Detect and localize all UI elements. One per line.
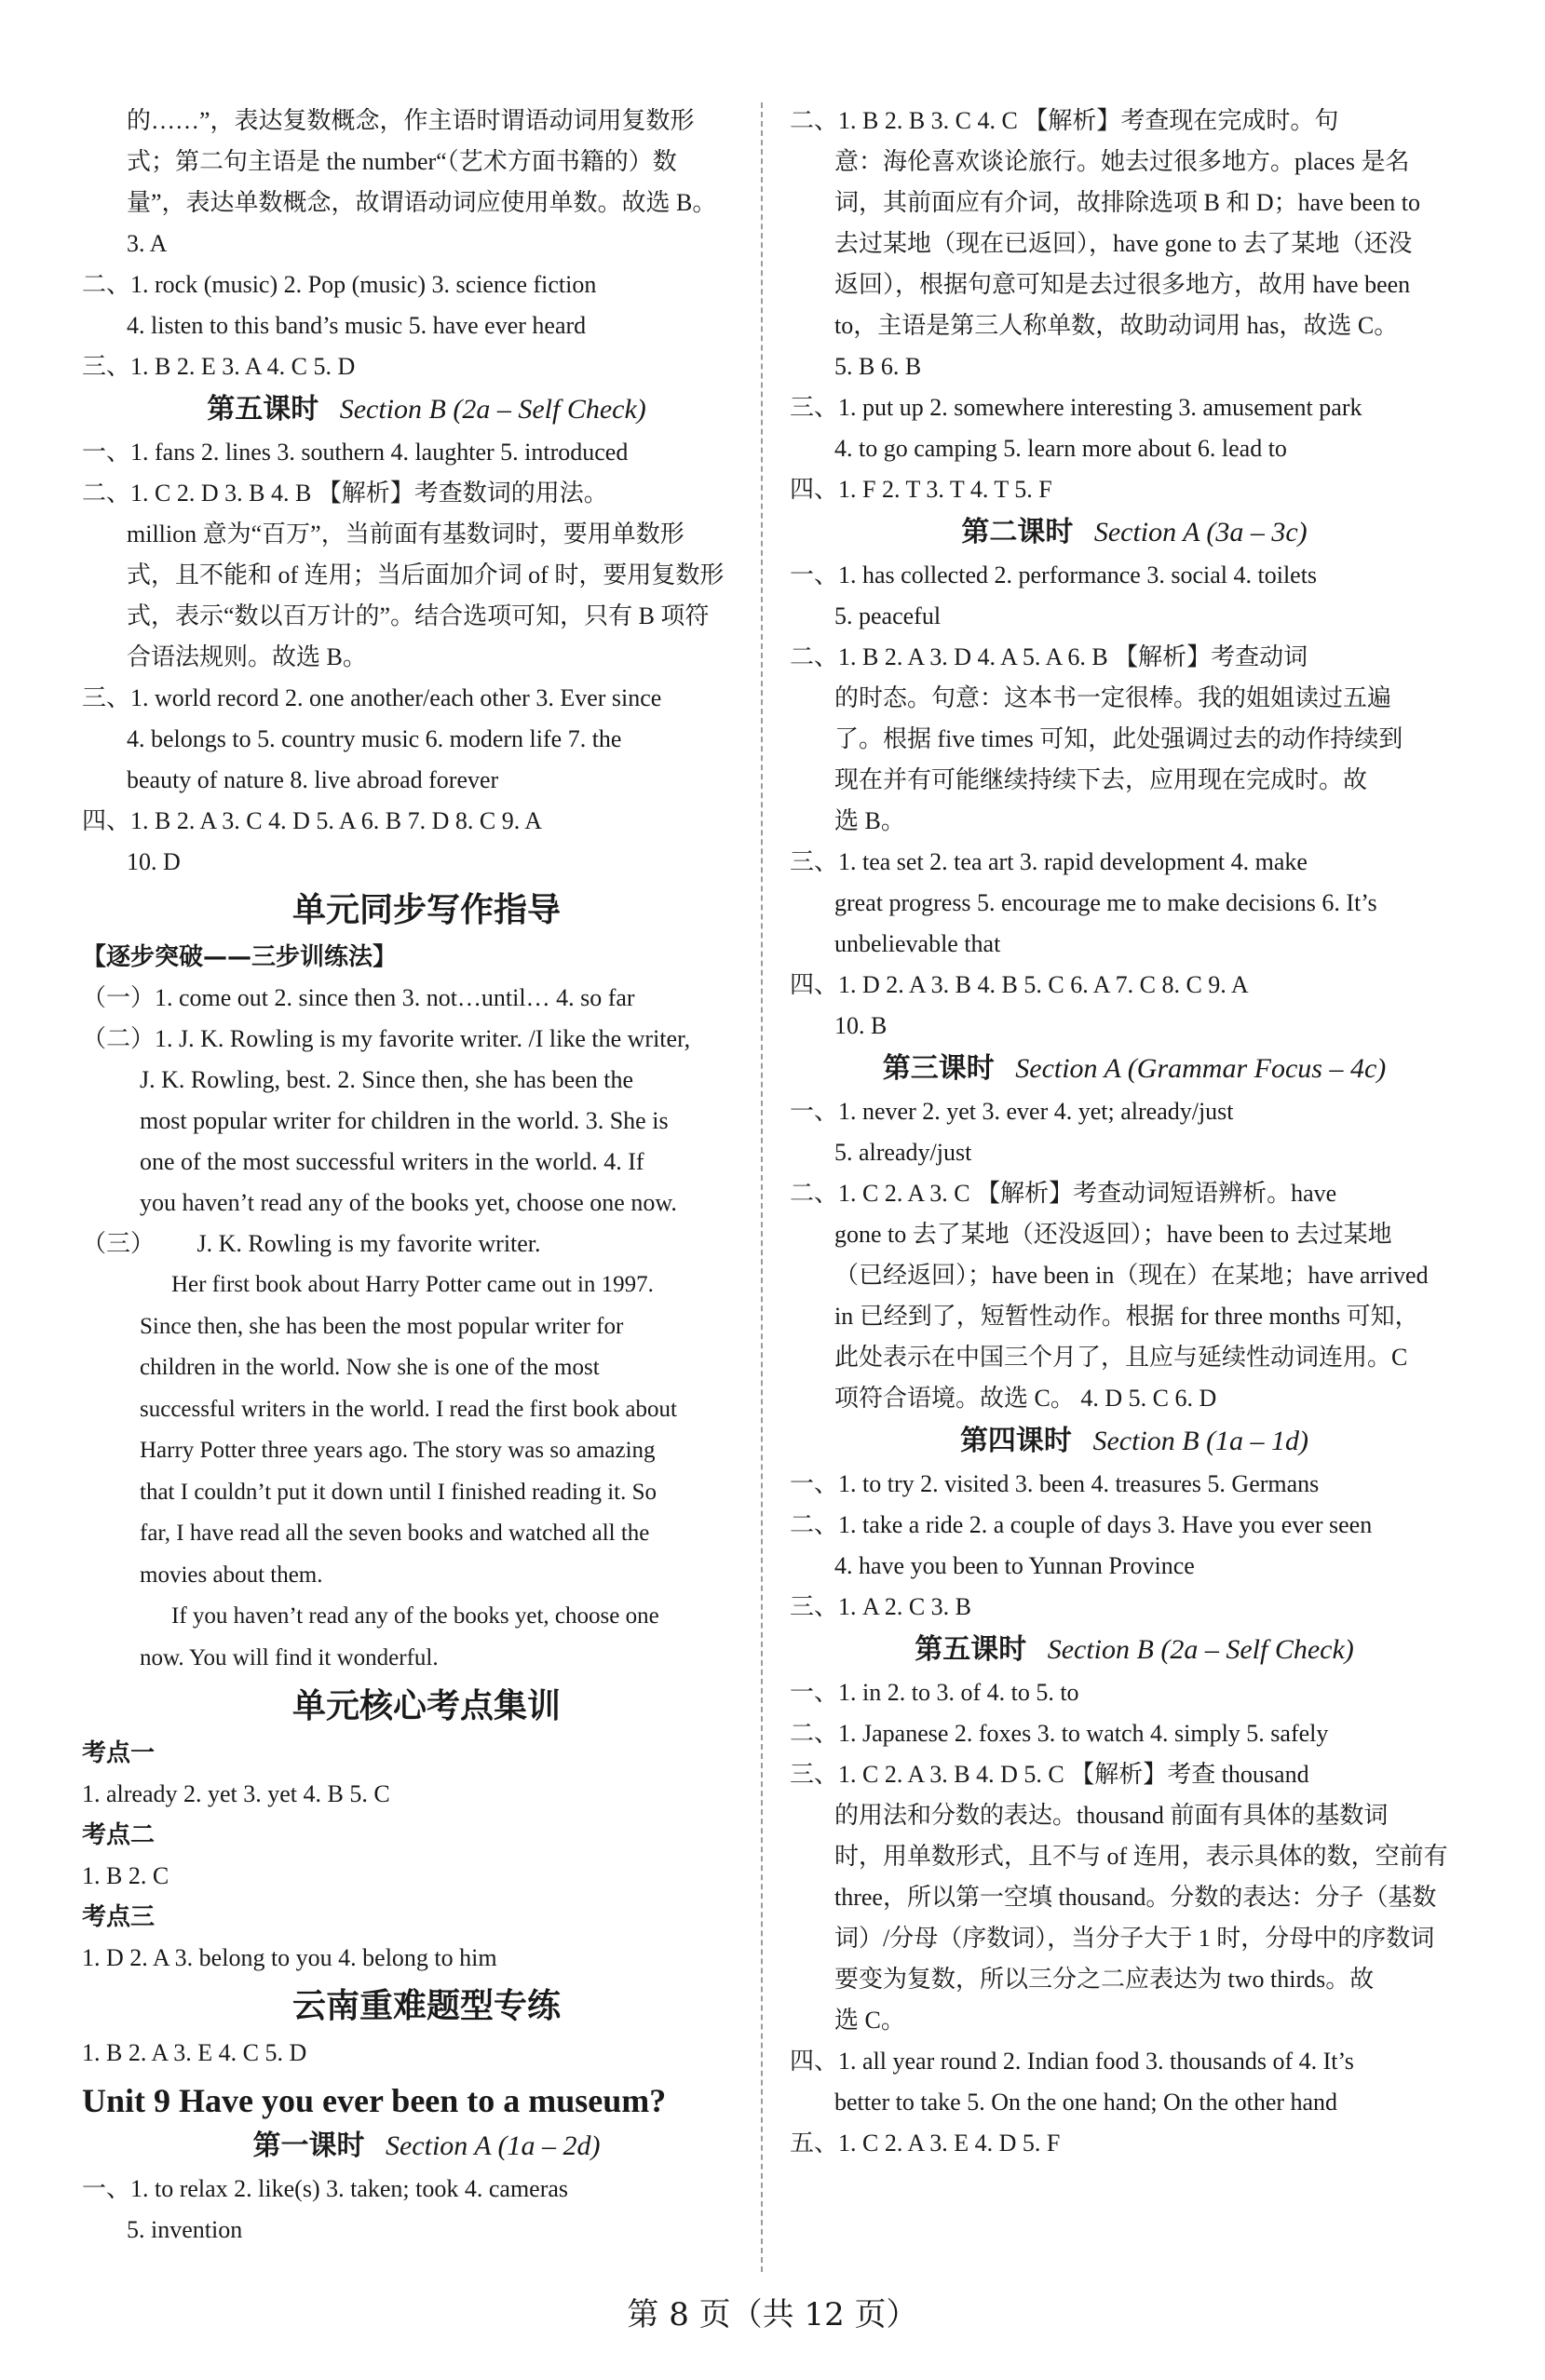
answer-line: 3. A bbox=[127, 230, 168, 257]
answer-line: 的时态。句意：这本书一定很棒。我的姐姐读过五遍 bbox=[834, 684, 1392, 711]
answer-line: 二、1. Japanese 2. foxes 3. to watch 4. simply 5. safely bbox=[790, 1720, 1329, 1747]
lesson-section: Section B (2a – Self Check) bbox=[1047, 1634, 1354, 1665]
answer-line: beauty of nature 8. live abroad forever bbox=[127, 766, 499, 793]
answer-line: 时，用单数形式，且不与 of 连用，表示具体的数，空前有 bbox=[834, 1843, 1448, 1870]
answer-line: 的用法和分数的表达。thousand 前面有具体的基数词 bbox=[834, 1802, 1389, 1829]
answer-line: 二、1. rock (music) 2. Pop (music) 3. science fiction bbox=[82, 271, 597, 298]
essay-line: far, I have read all the seven books and watched all the bbox=[140, 1521, 650, 1546]
answer-line: 1. B 2. C bbox=[82, 1862, 169, 1889]
essay-line: Harry Potter three years ago. The story was so amazing bbox=[140, 1438, 656, 1463]
section-heading: 单元同步写作指导 bbox=[291, 891, 561, 929]
answer-line: 四、1. F 2. T 3. T 4. T 5. F bbox=[790, 476, 1052, 503]
answer-line: 要变为复数，所以三分之二应表达为 two thirds。故 bbox=[834, 1966, 1375, 1993]
answer-line: 三、1. put up 2. somewhere interesting 3. amusement park bbox=[790, 394, 1362, 421]
answer-line: 现在并有可能继续持续下去，应用现在完成时。故 bbox=[834, 766, 1368, 793]
answer-line: 5. invention bbox=[127, 2216, 243, 2243]
answer-line: 一、1. to try 2. visited 3. been 4. treasures 5. Germans bbox=[790, 1470, 1320, 1497]
lesson-section: Section B (1a – 1d) bbox=[1092, 1426, 1309, 1456]
answer-line: 10. D bbox=[127, 848, 181, 875]
answer-line: one of the most successful writers in the world. 4. If bbox=[140, 1148, 644, 1175]
answer-line: 4. listen to this band’s music 5. have ever heard bbox=[127, 312, 587, 339]
answer-line: 三、1. B 2. E 3. A 4. C 5. D bbox=[82, 353, 356, 380]
answer-line: 词，其前面应有介词，故排除选项 B 和 D；have been to bbox=[834, 189, 1421, 216]
answer-line: 三、1. tea set 2. tea art 3. rapid development 4. make bbox=[790, 848, 1308, 875]
answer-line: 二、1. C 2. A 3. C 【解析】考查动词短语辨析。have bbox=[790, 1180, 1337, 1207]
answer-line: 式；第二句主语是 the number“（艺术方面书籍的）数 bbox=[127, 148, 677, 175]
answer-line: 去过某地（现在已返回），have gone to 去了某地（还没 bbox=[834, 230, 1413, 257]
answer-line: 一、1. has collected 2. performance 3. social 4. toilets bbox=[790, 561, 1318, 588]
answer-line: million 意为“百万”，当前面有基数词时，要用单数形 bbox=[127, 521, 684, 548]
essay-line: successful writers in the world. I read the first book about bbox=[140, 1396, 677, 1422]
lesson-heading bbox=[790, 1629, 1479, 1670]
section-heading: 云南重难题型专练 bbox=[291, 1987, 561, 2025]
section-heading: 单元核心考点集训 bbox=[291, 1687, 561, 1725]
answer-line: 了。根据 five times 可知，此处强调过去的动作持续到 bbox=[834, 725, 1403, 752]
essay-line: Since then, she has been the most popular writer for bbox=[140, 1313, 624, 1339]
essay-line: that I couldn’t put it down until I finished reading it. So bbox=[140, 1479, 657, 1505]
answer-line: （一）1. come out 2. since then 3. not…until… 4. so far bbox=[82, 984, 635, 1011]
answer-line: 选 C。 bbox=[834, 2007, 905, 2034]
answer-line: you haven’t read any of the books yet, choose one now. bbox=[140, 1189, 677, 1216]
lesson-heading bbox=[82, 389, 771, 430]
answer-line: 合语法规则。故选 B。 bbox=[127, 643, 367, 670]
answer-line: in 已经到了，短暂性动作。根据 for three months 可知， bbox=[834, 1303, 1419, 1330]
answer-line: gone to 去了某地（还没返回）；have been to 去过某地 bbox=[834, 1221, 1392, 1248]
answer-line: 式，表示“数以百万计的”。结合选项可知，只有 B 项符 bbox=[127, 602, 710, 629]
essay-line: now. You will find it wonderful. bbox=[140, 1644, 439, 1670]
unit-heading: Unit 9 Have you ever been to a museum? bbox=[82, 2082, 667, 2119]
answer-line: 意：海伦喜欢谈论旅行。她去过很多地方。places 是名 bbox=[834, 148, 1410, 175]
answer-line: 项符合语境。故选 C。 4. D 5. C 6. D bbox=[834, 1385, 1217, 1412]
essay-title: J. K. Rowling is my favorite writer. bbox=[197, 1230, 541, 1257]
key-point-label: 考点二 bbox=[82, 1821, 156, 1849]
answer-line: 五、1. C 2. A 3. E 4. D 5. F bbox=[790, 2130, 1061, 2157]
essay-title-line bbox=[82, 1224, 771, 1264]
part-label: （三） bbox=[82, 1230, 156, 1257]
answer-line: better to take 5. On the one hand; On the other hand bbox=[834, 2089, 1338, 2116]
essay-line: Her first book about Harry Potter came out in 1997. bbox=[171, 1272, 654, 1297]
answer-line: 10. B bbox=[834, 1012, 888, 1039]
answer-line: 5. already/just bbox=[834, 1139, 972, 1166]
lesson-section: Section A (3a – 3c) bbox=[1093, 517, 1308, 548]
lesson-heading bbox=[82, 2126, 771, 2167]
answer-line: 量”，表达单数概念，故谓语动词应使用单数。故选 B。 bbox=[127, 189, 717, 216]
essay-line: children in the world. Now she is one of the most bbox=[140, 1355, 600, 1380]
lesson-section: Section A (1a – 2d) bbox=[385, 2130, 601, 2161]
answer-line: 二、1. B 2. B 3. C 4. C 【解析】考查现在完成时。句 bbox=[790, 107, 1339, 134]
answer-line: 一、1. fans 2. lines 3. southern 4. laughter 5. introduced bbox=[82, 439, 629, 466]
model-essay bbox=[82, 1264, 771, 1679]
answer-line: 5. peaceful bbox=[834, 602, 942, 629]
key-point-label: 考点一 bbox=[82, 1739, 156, 1767]
answer-line: 选 B。 bbox=[834, 807, 905, 834]
page-footer: 第 8 页（共 12 页） bbox=[627, 2296, 918, 2333]
lesson-heading bbox=[790, 1421, 1479, 1462]
answer-line: 四、1. B 2. A 3. C 4. D 5. A 6. B 7. D 8. C 9. A bbox=[82, 807, 543, 834]
answer-line: （已经返回）；have been in（现在）在某地；have arrived bbox=[834, 1262, 1429, 1289]
lesson-number: 第二课时 bbox=[961, 516, 1074, 548]
answer-line: 四、1. D 2. A 3. B 4. B 5. C 6. A 7. C 8. C 9. A bbox=[790, 971, 1249, 998]
answer-line: 二、1. take a ride 2. a couple of days 3. Have you ever seen bbox=[790, 1511, 1373, 1538]
answer-line: 1. already 2. yet 3. yet 4. B 5. C bbox=[82, 1780, 390, 1807]
answer-line: 二、1. C 2. D 3. B 4. B 【解析】考查数词的用法。 bbox=[82, 480, 608, 507]
answer-line: 三、1. world record 2. one another/each other 3. Ever since bbox=[82, 684, 662, 711]
subheading: 【逐步突破——三步训练法】 bbox=[82, 943, 398, 971]
essay-line: movies about them. bbox=[140, 1562, 323, 1588]
lesson-number: 第五课时 bbox=[915, 1633, 1027, 1666]
lesson-number: 第四课时 bbox=[959, 1425, 1072, 1457]
answer-line: 词）/分母（序数词），当分子大于 1 时，分母中的序数词 bbox=[834, 1925, 1435, 1952]
answer-line: to，主语是第三人称单数，故助动词用 has，故选 C。 bbox=[834, 312, 1399, 339]
answer-line: J. K. Rowling, best. 2. Since then, she has been the bbox=[140, 1066, 634, 1093]
left-column bbox=[82, 101, 771, 2251]
lesson-heading bbox=[790, 1048, 1479, 1089]
answer-line: unbelievable that bbox=[834, 930, 1001, 957]
answer-line: 此处表示在中国三个月了，且应与延续性动词连用。C bbox=[834, 1344, 1408, 1371]
answer-line: 4. belongs to 5. country music 6. modern life 7. the bbox=[127, 725, 622, 752]
answer-line: 返回），根据句意可知是去过很多地方，故用 have been bbox=[834, 271, 1411, 298]
answer-line: 一、1. to relax 2. like(s) 3. taken; took 4. cameras bbox=[82, 2175, 569, 2202]
answer-line: great progress 5. encourage me to make decisions 6. It’s bbox=[834, 889, 1377, 916]
answer-line: 二、1. B 2. A 3. D 4. A 5. A 6. B 【解析】考查动词 bbox=[790, 643, 1308, 670]
right-column bbox=[790, 101, 1479, 2164]
key-point-label: 考点三 bbox=[82, 1903, 156, 1931]
lesson-number: 第五课时 bbox=[207, 393, 319, 426]
lesson-section: Section B (2a – Self Check) bbox=[339, 394, 646, 425]
essay-line: If you haven’t read any of the books yet, choose one bbox=[171, 1603, 659, 1629]
answer-line: 式，且不能和 of 连用；当后面加介词 of 时，要用复数形 bbox=[127, 561, 725, 588]
answer-line: 5. B 6. B bbox=[834, 353, 922, 380]
answer-line: most popular writer for children in the world. 3. She is bbox=[140, 1107, 669, 1134]
lesson-heading bbox=[790, 512, 1479, 553]
answer-line: 的……”，表达复数概念，作主语时谓语动词用复数形 bbox=[127, 107, 695, 134]
lesson-number: 第一课时 bbox=[252, 2130, 365, 2162]
answer-line: 1. B 2. A 3. E 4. C 5. D bbox=[82, 2039, 307, 2066]
answer-line: 四、1. all year round 2. Indian food 3. thousands of 4. It’s bbox=[790, 2048, 1354, 2075]
answer-line: 三、1. C 2. A 3. B 4. D 5. C 【解析】考查 thousand bbox=[790, 1761, 1309, 1788]
lesson-section: Section A (Grammar Focus – 4c) bbox=[1015, 1053, 1387, 1084]
lesson-number: 第三课时 bbox=[882, 1052, 995, 1085]
answer-line: （二）1. J. K. Rowling is my favorite writer. /I like the writer, bbox=[82, 1025, 691, 1052]
answer-line: 三、1. A 2. C 3. B bbox=[790, 1593, 972, 1620]
answer-line: 一、1. never 2. yet 3. ever 4. yet; already/just bbox=[790, 1098, 1234, 1125]
answer-line: 一、1. in 2. to 3. of 4. to 5. to bbox=[790, 1679, 1079, 1706]
answer-line: 4. have you been to Yunnan Province bbox=[834, 1552, 1195, 1579]
answer-line: three，所以第一空填 thousand。分数的表达：分子（基数 bbox=[834, 1884, 1437, 1911]
answer-line: 4. to go camping 5. learn more about 6. lead to bbox=[834, 435, 1287, 462]
answer-line: 1. D 2. A 3. belong to you 4. belong to him bbox=[82, 1944, 497, 1971]
